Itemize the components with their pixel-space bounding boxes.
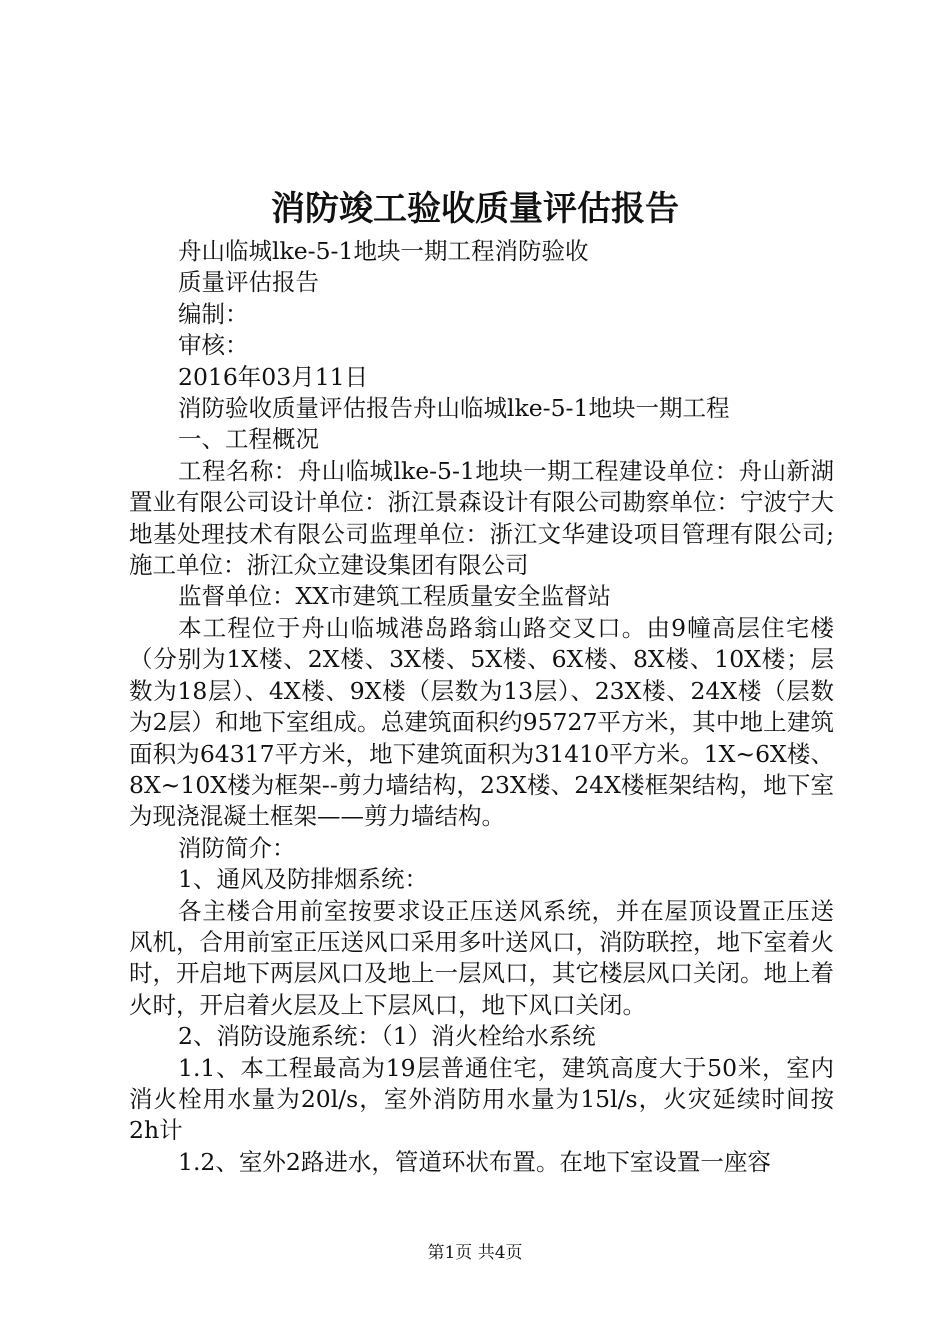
document-body	[129, 236, 834, 1178]
compiled-by-line: 编制：	[178, 299, 249, 328]
section-heading-overview: 一、工程概况	[178, 425, 319, 454]
date-line: 2016年03月11日	[178, 362, 369, 391]
paragraph-project-info: 工程名称：舟山临城lke-5-1地块一期工程建设单位：舟山新湖置业有限公司设计单位：浙江景森设计有限公司勘察单位：宁波宁大地基处理技术有限公司监理单位：浙江文华建设项目管理有限公司;施工单位：浙江众立建设集团有限公司	[129, 456, 834, 580]
reviewed-by-line: 审核：	[178, 331, 249, 360]
paragraph-location: 本工程位于舟山临城港岛路翁山路交叉口。由9幢高层住宅楼（分别为1X楼、2X楼、3X楼、5X楼、6X楼、8X楼、10X楼；层数为18层）、4X楼、9X楼（层数为13层）、23X楼、24X楼（层数为2层）和地下室组成。总建筑面积约95727平方米，其中地上建筑面积为64317平方米，地下建筑面积为31410平方米。1X~6X楼、8X~10X楼为框架--剪力墙结构，23X楼、24X楼框架结构，地下室为现浇混凝土框架——剪力墙结构。	[129, 613, 834, 831]
supervision-unit-line: 监督单位：XX市建筑工程质量安全监督站	[178, 582, 611, 611]
report-subtitle-line: 质量评估报告	[178, 268, 319, 297]
paragraph-ventilation: 各主楼合用前室按要求设正压送风系统，并在屋顶设置正压送风机，合用前室正压送风口采用多叶送风口，消防联控，地下室着火时，开启地下两层风口及地上一层风口，其它楼层风口关闭。地上着火时，开启着火层及上下层风口，地下风口关闭。	[129, 896, 834, 1019]
paragraph-hydrant-1-1: 1.1、本工程最高为19层普通住宅，建筑高度大于50米，室内消火栓用水量为20l/s，室外消防用水量为15l/s，火灾延续时间按2h计	[129, 1053, 834, 1145]
facilities-heading: 2、消防设施系统：（1）消火栓给水系统	[178, 1022, 596, 1051]
page-footer: 第1页 共4页	[427, 1243, 523, 1263]
ventilation-heading: 1、通风及防排烟系统：	[178, 865, 428, 894]
report-heading-line: 消防验收质量评估报告舟山临城lke-5-1地块一期工程	[178, 394, 730, 423]
fire-intro-heading: 消防简介：	[178, 833, 296, 862]
paragraph-hydrant-1-2: 1.2、室外2路进水，管道环状布置。在地下室设置一座容	[178, 1147, 771, 1176]
project-subtitle-line: 舟山临城lke-5-1地块一期工程消防验收	[178, 237, 589, 265]
document-title: 消防竣工验收质量评估报告	[271, 189, 679, 229]
